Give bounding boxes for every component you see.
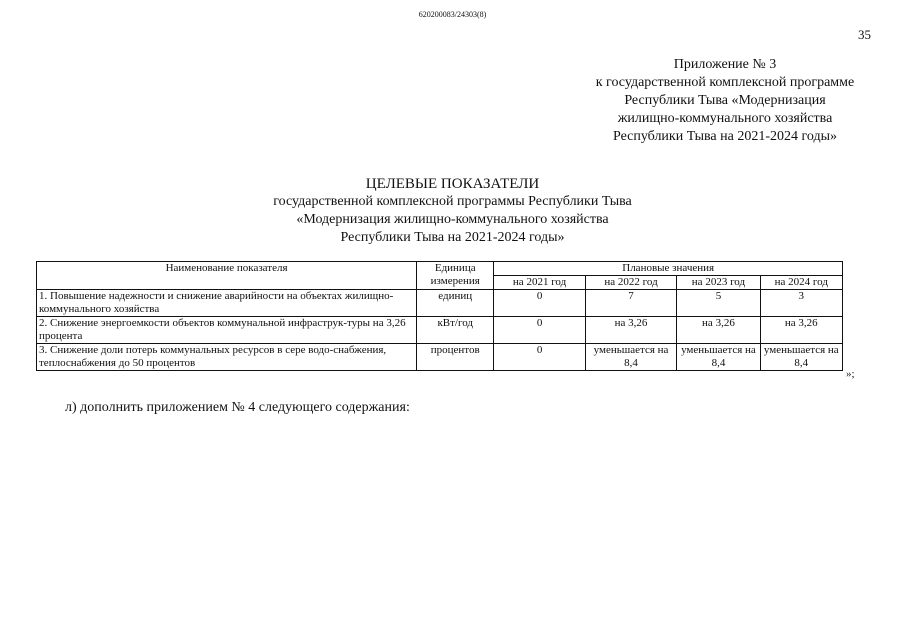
cell-value: на 3,26 xyxy=(760,317,842,344)
cell-value: уменьшается на 8,4 xyxy=(760,344,842,371)
indicators-table xyxy=(36,261,843,371)
appendix-line: Республики Тыва «Модернизация xyxy=(624,93,826,108)
document-code: 620200083/24303(8) xyxy=(418,10,487,19)
cell-value: на 3,26 xyxy=(677,317,760,344)
header-year: на 2021 год xyxy=(494,276,585,290)
title-sub-line: Республики Тыва на 2021-2024 годы» xyxy=(340,230,565,245)
cell-value: 0 xyxy=(494,317,585,344)
table-closing-mark: »; xyxy=(846,368,855,380)
appendix-line: Приложение № 3 xyxy=(673,57,777,72)
cell-name: 2. Снижение энергоемкости объектов коммунальной инфраструк-туры на 3,26 процента xyxy=(37,317,417,344)
table-row xyxy=(37,344,843,371)
document-title xyxy=(230,175,675,247)
header-name: Наименование показателя xyxy=(37,262,417,290)
appendix-line: Республики Тыва на 2021-2024 годы» xyxy=(612,129,838,144)
page-number: 35 xyxy=(858,27,871,42)
cell-value: уменьшается на 8,4 xyxy=(677,344,760,371)
table-row xyxy=(37,290,843,317)
cell-value: на 3,26 xyxy=(585,317,676,344)
table-row xyxy=(37,317,843,344)
header-year: на 2024 год xyxy=(760,276,842,290)
cell-value: 7 xyxy=(585,290,676,317)
cell-unit: кВт/год xyxy=(417,317,494,344)
cell-name: 3. Снижение доли потерь коммунальных ресурсов в сере водо-снабжения, теплоснабжения до 50 процентов xyxy=(37,344,417,371)
cell-value: уменьшается на 8,4 xyxy=(585,344,676,371)
title-sub-line: государственной комплексной программы Республики Тыва xyxy=(273,194,632,209)
cell-value: 3 xyxy=(760,290,842,317)
table-header-row xyxy=(37,262,843,276)
title-main: ЦЕЛЕВЫЕ ПОКАЗАТЕЛИ xyxy=(365,176,540,192)
header-planned: Плановые значения xyxy=(494,262,843,276)
cell-value: 5 xyxy=(677,290,760,317)
appendix-line: жилищно-коммунального хозяйства xyxy=(617,111,833,126)
header-year: на 2022 год xyxy=(585,276,676,290)
appendix-heading xyxy=(560,56,890,146)
header-year: на 2023 год xyxy=(677,276,760,290)
cell-value: 0 xyxy=(494,290,585,317)
header-unit: Единица измерения xyxy=(417,262,494,290)
cell-value: 0 xyxy=(494,344,585,371)
appendix-line: к государственной комплексной программе xyxy=(595,75,855,90)
cell-unit: процентов xyxy=(417,344,494,371)
cell-name: 1. Повышение надежности и снижение аварийности на объектах жилищно-коммунального хозяйства xyxy=(37,290,417,317)
body-paragraph: л) дополнить приложением № 4 следующего содержания: xyxy=(65,400,410,415)
title-sub-line: «Модернизация жилищно-коммунального хозяйства xyxy=(296,212,609,227)
cell-unit: единиц xyxy=(417,290,494,317)
